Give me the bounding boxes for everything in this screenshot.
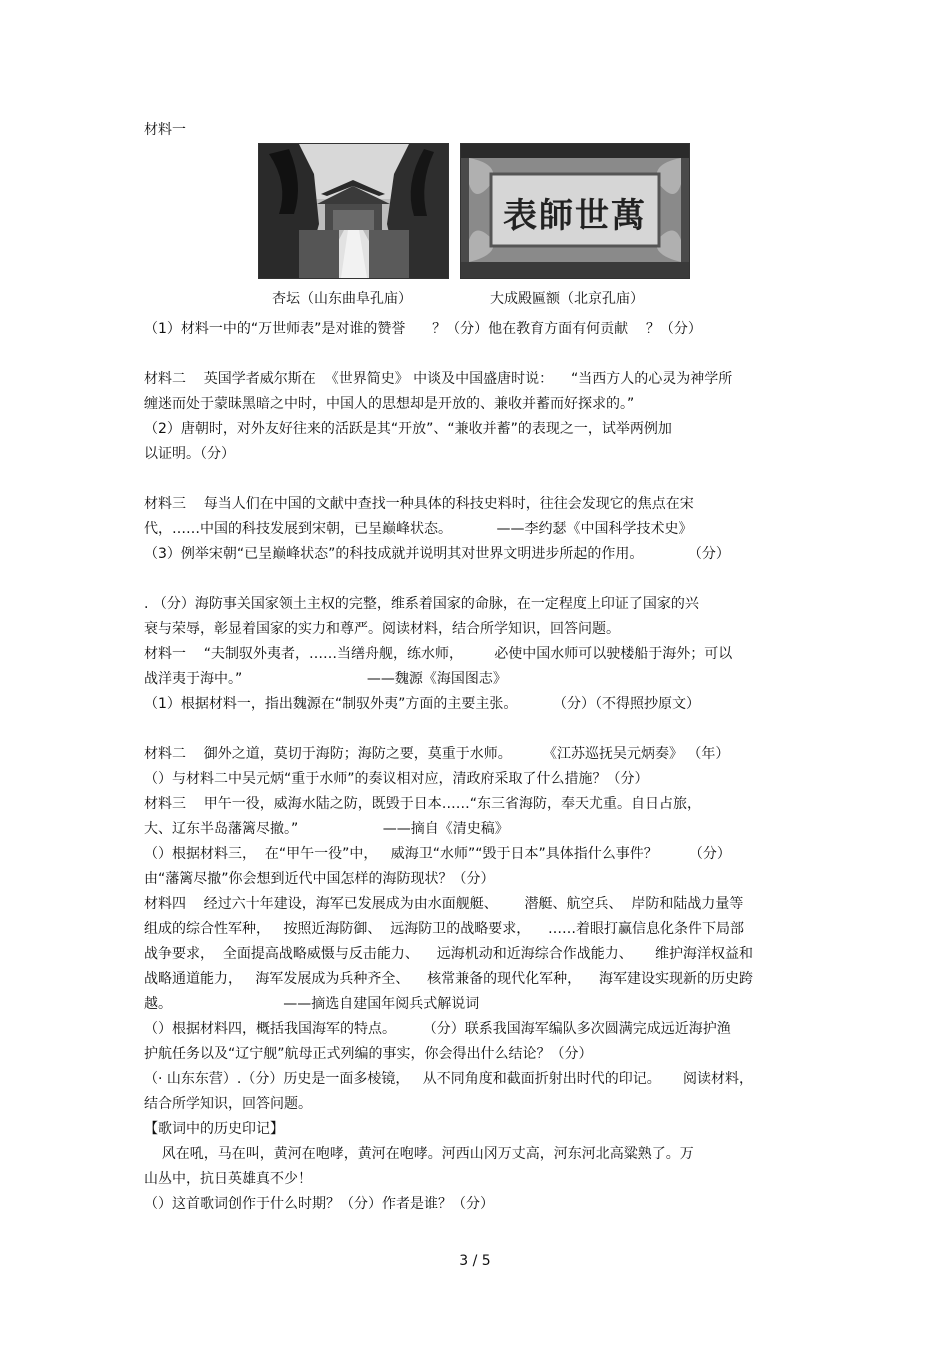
text-line: （2）唐朝时，对外友好往来的活跃是其“开放”、“兼收并蓄”的表现之一，试举两例加: [144, 421, 672, 437]
text-line: 越。 ——摘选自建国年阅兵式解说词: [144, 996, 480, 1012]
text-line: 组成的综合性军种， 按照近海防御、 远海防卫的战略要求， ……着眼打赢信息化条件下局部: [144, 921, 745, 937]
text-line: （）根据材料四，概括我国海军的特点。 （分）联系我国海军编队多次圆满完成远近海护渔: [144, 1021, 731, 1037]
apricot-altar-caption: 杏坛（山东曲阜孔庙）: [272, 291, 412, 307]
text-line: 由“藩篱尽撤”你会想到近代中国怎样的海防现状？（分）: [144, 871, 495, 887]
text-line: 材料三 甲午一役，威海水陆之防，既毁于日本……“东三省海防，奉天尤重。自日占旅，: [144, 796, 702, 812]
text-line: 材料二 英国学者威尔斯在 《世界简史》 中谈及中国盛唐时说： “当西方人的心灵为神学所: [144, 371, 733, 387]
text-line: 山丛中，抗日英雄真不少！: [144, 1171, 312, 1187]
plaque-caption: 大成殿匾额（北京孔庙）: [490, 291, 644, 307]
page-number: 3 / 5: [459, 1253, 491, 1269]
text-line: 材料一 “夫制驭外夷者，……当缮舟舰，练水师， 必使中国水师可以驶楼船于海外；可以: [144, 646, 733, 662]
text-line: （3）例举宋朝“已呈巅峰状态”的科技成就并说明其对世界文明进步所起的作用。 （分）: [144, 546, 730, 562]
text-line: 缠迷而处于蒙昧黑暗之中时，中国人的思想却是开放的、兼收并蓄而好探求的。”: [144, 396, 635, 412]
text-line: 衰与荣辱，彰显着国家的实力和尊严。阅读材料，结合所学知识，回答问题。: [144, 621, 620, 637]
text-line: 材料四 经过六十年建设，海军已发展成为由水面舰艇、 潜艇、航空兵、 岸防和陆战力量等: [144, 896, 744, 912]
plaque-text: 萬世師表: [503, 196, 647, 236]
text-line: 以证明。（分）: [144, 446, 235, 462]
text-line: 结合所学知识，回答问题。: [144, 1096, 312, 1112]
text-line: 材料三 每当人们在中国的文献中查找一种具体的科技史料时，往往会发现它的焦点在宋: [144, 496, 694, 512]
text-line: 战争要求， 全面提高战略威慑与反击能力、 远海机动和近海综合作战能力、 维护海洋权益和: [144, 946, 753, 962]
text-line: （· 山东东营）.（分）历史是一面多棱镜， 从不同角度和截面折射出时代的印记。 阅读材料，: [144, 1071, 753, 1087]
text-line: 代，……中国的科技发展到宋朝，已呈巅峰状态。 ——李约瑟《中国科学技术史》: [144, 521, 693, 537]
apricot-altar-image: [259, 144, 448, 278]
text-line: . （分）海防事关国家领土主权的完整，维系着国家的命脉，在一定程度上印证了国家的兴: [144, 596, 699, 612]
text-line: （）根据材料三， 在“甲午一役”中， 威海卫“水师”“毁于日本”具体指什么事件？ （分）: [144, 846, 731, 862]
text-line: （1）根据材料一，指出魏源在“制驭外夷”方面的主要主张。 （分）（不得照抄原文）: [144, 696, 701, 712]
text-line: 材料二 御外之道，莫切于海防；海防之要，莫重于水师。 《江苏巡抚吴元炳奏》 （年）: [144, 746, 730, 762]
plaque-photo: [460, 143, 690, 279]
material-heading: 材料一: [144, 122, 186, 138]
text-line: 战略通道能力， 海军发展成为兵种齐全、 核常兼备的现代化军种， 海军建设实现新的历史跨: [144, 971, 753, 987]
text-line: 风在吼，马在叫，黄河在咆哮，黄河在咆哮。河西山冈万丈高，河东河北高粱熟了。万: [144, 1146, 694, 1162]
text-line: 【歌词中的历史印记】: [144, 1121, 284, 1137]
text-line: 护航任务以及“辽宁舰”航母正式列编的事实，你会得出什么结论？（分）: [144, 1046, 593, 1062]
text-line: （）与材料二中吴元炳“重于水师”的奏议相对应，清政府采取了什么措施？（分）: [144, 771, 649, 787]
text-line: 大、辽东半岛藩篱尽撤。” ——摘自《清史稿》: [144, 821, 509, 837]
text-line: 战洋夷于海中。” ——魏源《海国图志》: [144, 671, 507, 687]
text-line: （）这首歌词创作于什么时期？（分）作者是谁？（分）: [144, 1196, 494, 1212]
apricot-altar-photo: [258, 143, 449, 279]
text-line: （1）材料一中的“万世师表”是对谁的赞誉 ？（分）他在教育方面有何贡献 ？（分）: [144, 321, 702, 337]
